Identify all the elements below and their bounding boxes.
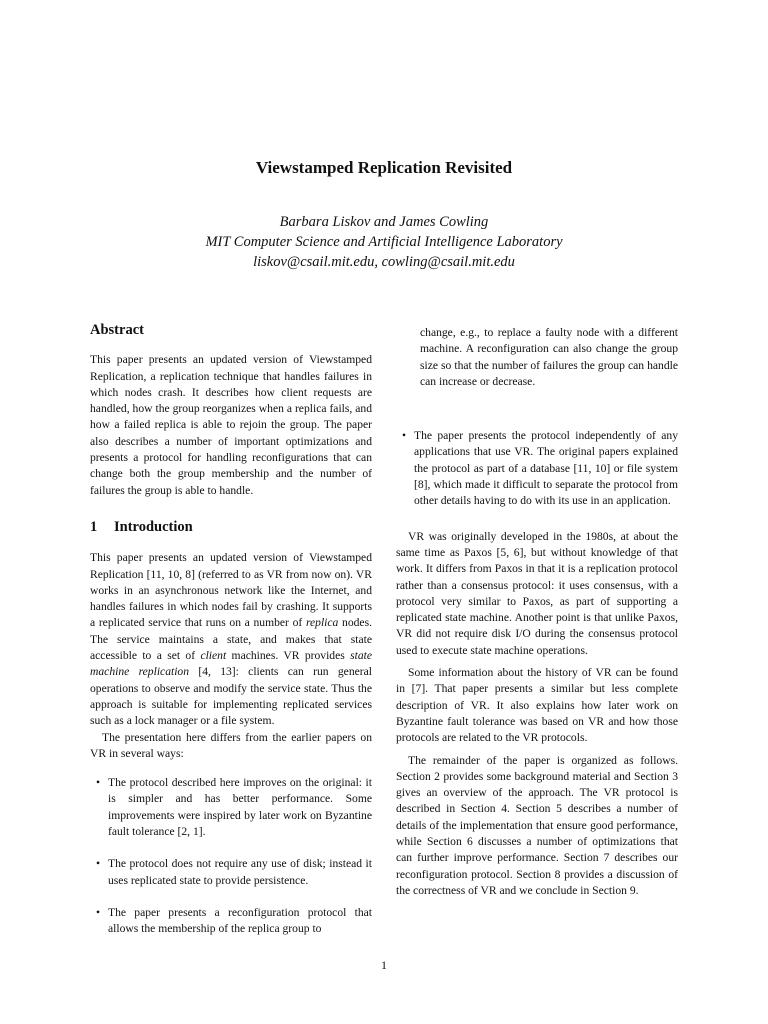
text-run: nodes. The service maintains a state, and makes that state accessible to a set of xyxy=(90,616,372,663)
emphasis: client xyxy=(200,649,227,663)
bullet-icon: • xyxy=(96,905,101,919)
paper-title: Viewstamped Replication Revisited xyxy=(255,158,513,177)
bullet-icon: • xyxy=(96,857,101,871)
left-column xyxy=(90,322,372,938)
bullet-icon: • xyxy=(402,429,407,443)
intro-bullet-list xyxy=(90,775,372,937)
intro-paragraph-2: The presentation here differs from the earlier papers on VR in several ways: xyxy=(90,730,372,760)
emphasis: replica xyxy=(305,616,339,630)
intro-paragraph-1 xyxy=(90,550,372,729)
author-affiliation: MIT Computer Science and Artificial Intelligence Laboratory xyxy=(205,234,563,250)
bullet-continuation: change, e.g., to replace a faulty node with a different machine. A reconfiguration can also change the group size so that the number of failures the group can handle can increase or decrease. xyxy=(420,326,678,388)
emphasis: state machine replication xyxy=(90,649,372,679)
author-block xyxy=(0,212,768,272)
list-item xyxy=(90,905,372,938)
paragraph-vr-info: Some information about the history of VR can be found in [7]. That paper presents a similar but less complete description of VR. It also explains how later work on Byzantine fault tolerance was based on VR and how those protocols are related to the VR protocols. xyxy=(396,666,678,745)
page-number: 1 xyxy=(381,958,387,972)
list-item xyxy=(90,775,372,840)
list-item xyxy=(396,428,678,509)
section-heading-introduction xyxy=(90,519,372,535)
bullet-icon: • xyxy=(96,776,101,790)
list-item-text: The protocol does not require any use of disk; instead it uses replicated state to provide persistence. xyxy=(108,857,372,887)
section-number: 1 xyxy=(90,518,98,535)
author-names: Barbara Liskov and James Cowling xyxy=(279,214,489,230)
abstract-text: This paper presents an updated version of Viewstamped Replication, a replication technique that handles failures in which nodes crash. It describes how client requests are handled, how the group reorganizes when a replica fails, and how a failed replica is able to rejoin the group. The paper also describes a number of important optimizations and presents a protocol for handling reconfigurations that can change both the group membership and the number of failures the group is able to handle. xyxy=(90,353,372,497)
text-run: [4, 13]: clients can run general operations to observe and modify the service state. Thus the approach is suitable for implementing replicated services such as a lock manager or a file system. xyxy=(90,665,372,728)
paragraph-vr-history: VR was originally developed in the 1980s, at about the same time as Paxos [5, 6], but without knowledge of that work. It differs from Paxos in that it is a replication protocol rather than a consensus protocol: it uses consensus, with a protocol very similar to Paxos, as part of supporting a replicated state machine. Another point is that unlike Paxos, VR did not require disk I/O during the consensus protocol used to execute state machine operations. xyxy=(396,529,678,657)
list-item-text: The paper presents a reconfiguration protocol that allows the membership of the replica group to xyxy=(108,905,372,936)
right-bullet-list xyxy=(396,428,678,509)
right-column xyxy=(396,325,678,899)
list-item xyxy=(90,856,372,889)
section-title: Introduction xyxy=(114,518,193,535)
paragraph-organization: The remainder of the paper is organized as follows. Section 2 provides some background material and Section 3 gives an overview of the approach. The VR protocol is described in Section 4. Section 5 describes a number of details of the implementation that ensure good performance, while Section 6 discusses a number of optimizations that can further improve performance. Section 7 describes our reconfiguration protocol. Section 8 provides a discussion of the correctness of VR and we conclude in Section 9. xyxy=(396,753,678,897)
text-run: machines. VR provides xyxy=(226,649,351,663)
abstract-heading: Abstract xyxy=(90,322,144,338)
list-item-text: The protocol described here improves on the original: it is simpler and has better performance. Some improvements were inspired by later work on Byzantine fault tolerance [2, 1]. xyxy=(108,776,372,839)
text-run: This paper presents an updated version of Viewstamped Replication [11, 10, 8] (referred to as VR from now on). VR works in an asynchronous network like the Internet, and handles failures in which nodes fail by crashing. It supports a replicated service that runs on a number of xyxy=(90,551,372,630)
author-emails: liskov@csail.mit.edu, cowling@csail.mit.edu xyxy=(253,254,515,270)
list-item-text: The paper presents the protocol independently of any applications that use VR. The original papers explained the protocol as part of a database [11, 10] or file system [8], which made it difficult to separate the protocol from other details having to do with its use in an application. xyxy=(414,429,678,508)
